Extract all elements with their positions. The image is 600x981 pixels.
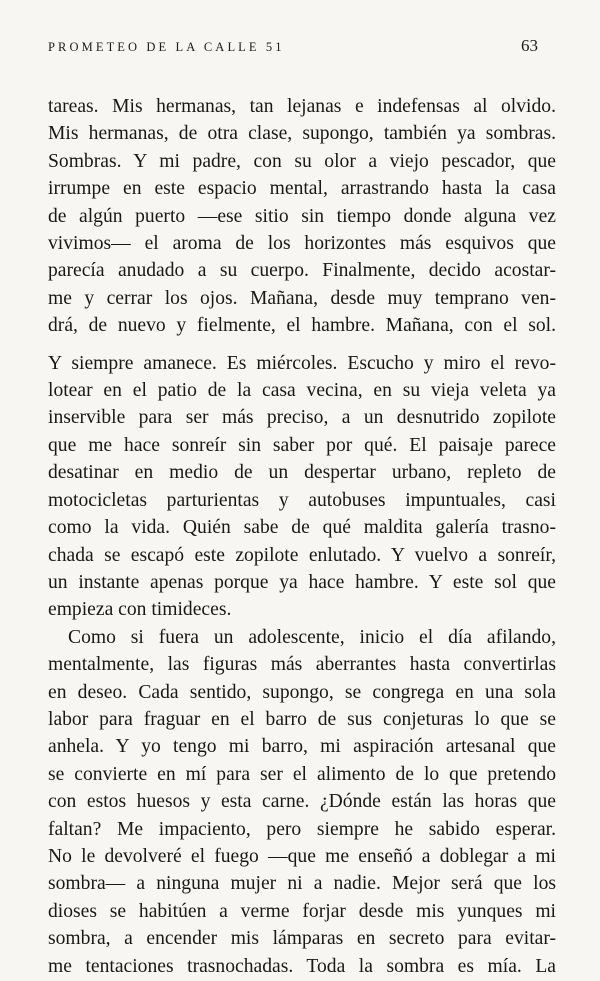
text-line: lotear en el patio de la casa vecina, en su vieja veleta ya bbox=[48, 380, 556, 402]
text-line: inservible para ser más preciso, a un desnutrido zopilote bbox=[48, 407, 556, 429]
text-line: motocicletas parturientas y autobuses impuntuales, casi bbox=[48, 489, 556, 511]
text-line: anhela. Y yo tengo mi barro, mi aspiración artesanal que bbox=[48, 736, 556, 758]
text-line: desatinar en medio de un despertar urbano, repleto de bbox=[48, 462, 556, 484]
text-line: tareas. Mis hermanas, tan lejanas e indefensas al olvido. bbox=[48, 96, 556, 117]
text-line: de algún puerto —ese sitio sin tiempo donde alguna vez bbox=[48, 205, 556, 227]
page-number: 63 bbox=[521, 36, 538, 55]
text-line: que me hace sonreír sin saber por qué. El paisaje parece bbox=[48, 434, 556, 456]
text-line: un instante apenas porque ya hace hambre. Y este sol que bbox=[48, 571, 556, 593]
text-line: como la vida. Quién sabe de qué maldita galería trasno- bbox=[48, 517, 556, 539]
text-line: faltan? Me impaciento, pero siempre he sabido esperar. bbox=[48, 818, 556, 840]
text-line: drá, de nuevo y fielmente, el hambre. Mañana, con el sol. bbox=[48, 315, 556, 337]
text-line: mentalmente, las figuras más aberrantes hasta convertirlas bbox=[48, 654, 556, 676]
text-line: chada se escapó este zopilote enlutado. Y vuelvo a sonreír, bbox=[48, 544, 556, 566]
text-line: Y siempre amanece. Es miércoles. Escucho y miro el revo- bbox=[48, 352, 556, 374]
body-text bbox=[48, 93, 556, 980]
text-line: irrumpe en este espacio mental, arrastrando hasta la casa bbox=[48, 178, 556, 200]
text-line: Sombras. Y mi padre, con su olor a viejo pescador, que bbox=[48, 150, 556, 172]
running-title: PROMETEO DE LA CALLE 51 bbox=[48, 40, 285, 54]
text-line: vivimos— el aroma de los horizontes más esquivos que bbox=[48, 233, 556, 255]
text-line: me tentaciones trasnochadas. Toda la sombra es mía. La bbox=[48, 955, 556, 977]
text-line: sombra, a encender mis lámparas en secreto para evitar- bbox=[48, 928, 556, 950]
text-line: se convierte en mí para ser el alimento de lo que pretendo bbox=[48, 763, 556, 785]
text-line: me y cerrar los ojos. Mañana, desde muy temprano ven- bbox=[48, 287, 556, 309]
text-line: Mis hermanas, de otra clase, supongo, también ya sombras. bbox=[48, 123, 556, 145]
paragraph-break bbox=[48, 340, 556, 350]
text-line: parecía anudado a su cuerpo. Finalmente, decido acostar- bbox=[48, 260, 556, 282]
text-line: en deseo. Cada sentido, supongo, se congrega en una sola bbox=[48, 681, 556, 703]
text-line: dioses se habitúen a verme forjar desde mis yunques mi bbox=[48, 900, 556, 922]
paragraph-2 bbox=[48, 350, 556, 624]
text-line: con estos huesos y esta carne. ¿Dónde están las horas que bbox=[48, 791, 556, 813]
text-line: Como si fuera un adolescente, inicio el día afilando, bbox=[68, 626, 556, 648]
text-line: labor para fraguar en el barro de sus conjeturas lo que se bbox=[48, 708, 556, 730]
paragraph-1 bbox=[48, 93, 556, 340]
paragraph-3 bbox=[48, 624, 556, 980]
text-line: sombra— a ninguna mujer ni a nadie. Mejor será que los bbox=[48, 873, 556, 895]
text-line: empieza con timideces. bbox=[48, 599, 232, 621]
text-line: No le devolveré el fuego —que me enseñó a doblegar a mi bbox=[48, 845, 556, 867]
